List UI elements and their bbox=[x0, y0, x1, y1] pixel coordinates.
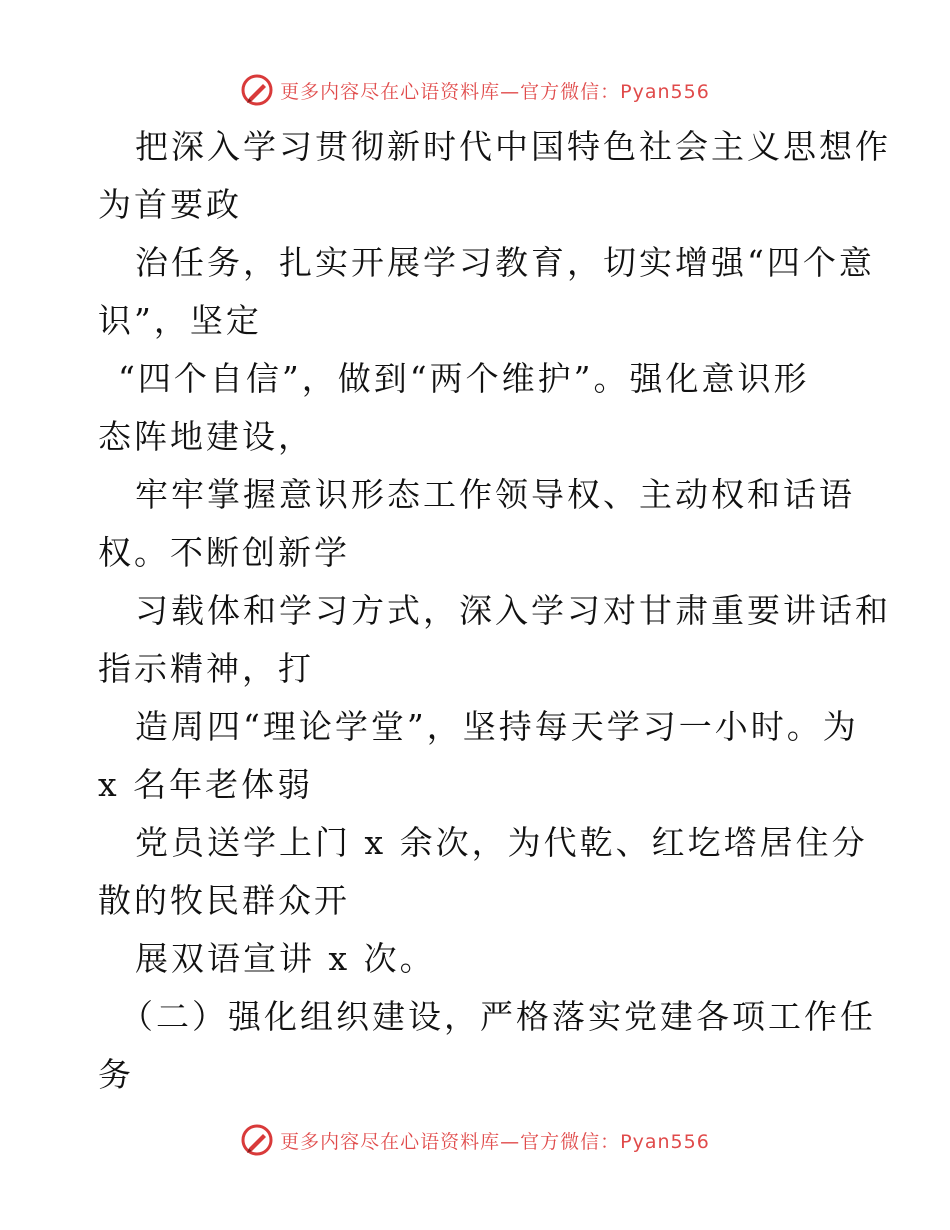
text-line: 党员送学上门 x 余次，为代乾、红圪㙮居住分 bbox=[135, 823, 868, 862]
text-line: 指示精神，打 bbox=[98, 649, 314, 688]
pen-logo-icon bbox=[240, 73, 274, 107]
text-line: 治任务，扎实开展学习教育，切实增强“四个意 bbox=[135, 243, 875, 282]
text-line: 识”，坚定 bbox=[98, 301, 262, 340]
watermark-text-top: 更多内容尽在心语资料库—官方微信：Pyan556 bbox=[280, 80, 710, 103]
text-line: 务 bbox=[98, 1055, 134, 1094]
text-line: 造周四“理论学堂”，坚持每天学习一小时。为 bbox=[135, 707, 859, 746]
watermark-text-bottom: 更多内容尽在心语资料库—官方微信：Pyan556 bbox=[280, 1130, 710, 1153]
text-line: 权。不断创新学 bbox=[98, 533, 350, 572]
pen-logo-icon bbox=[240, 1123, 274, 1157]
section-heading: （二）强化组织建设，严格落实党建各项工作任 bbox=[120, 997, 876, 1036]
text-line: 习载体和学习方式，深入学习对甘肃重要讲话和 bbox=[135, 591, 891, 630]
text-line: 态阵地建设， bbox=[98, 417, 314, 456]
watermark-banner-bottom bbox=[0, 1120, 950, 1160]
watermark-banner-top bbox=[0, 70, 950, 110]
body-text bbox=[98, 118, 891, 1104]
text-line: x 名年老体弱 bbox=[98, 765, 314, 804]
text-line: 为首要政 bbox=[98, 185, 242, 224]
text-line: 牢牢掌握意识形态工作领导权、主动权和话语 bbox=[135, 475, 855, 514]
text-line: 把深入学习贯彻新时代中国特色社会主义思想作 bbox=[135, 127, 891, 166]
text-line: “四个自信”，做到“两个维护”。强化意识形 bbox=[118, 359, 810, 398]
text-line: 展双语宣讲 x 次。 bbox=[135, 939, 436, 978]
text-line: 散的牧民群众开 bbox=[98, 881, 350, 920]
